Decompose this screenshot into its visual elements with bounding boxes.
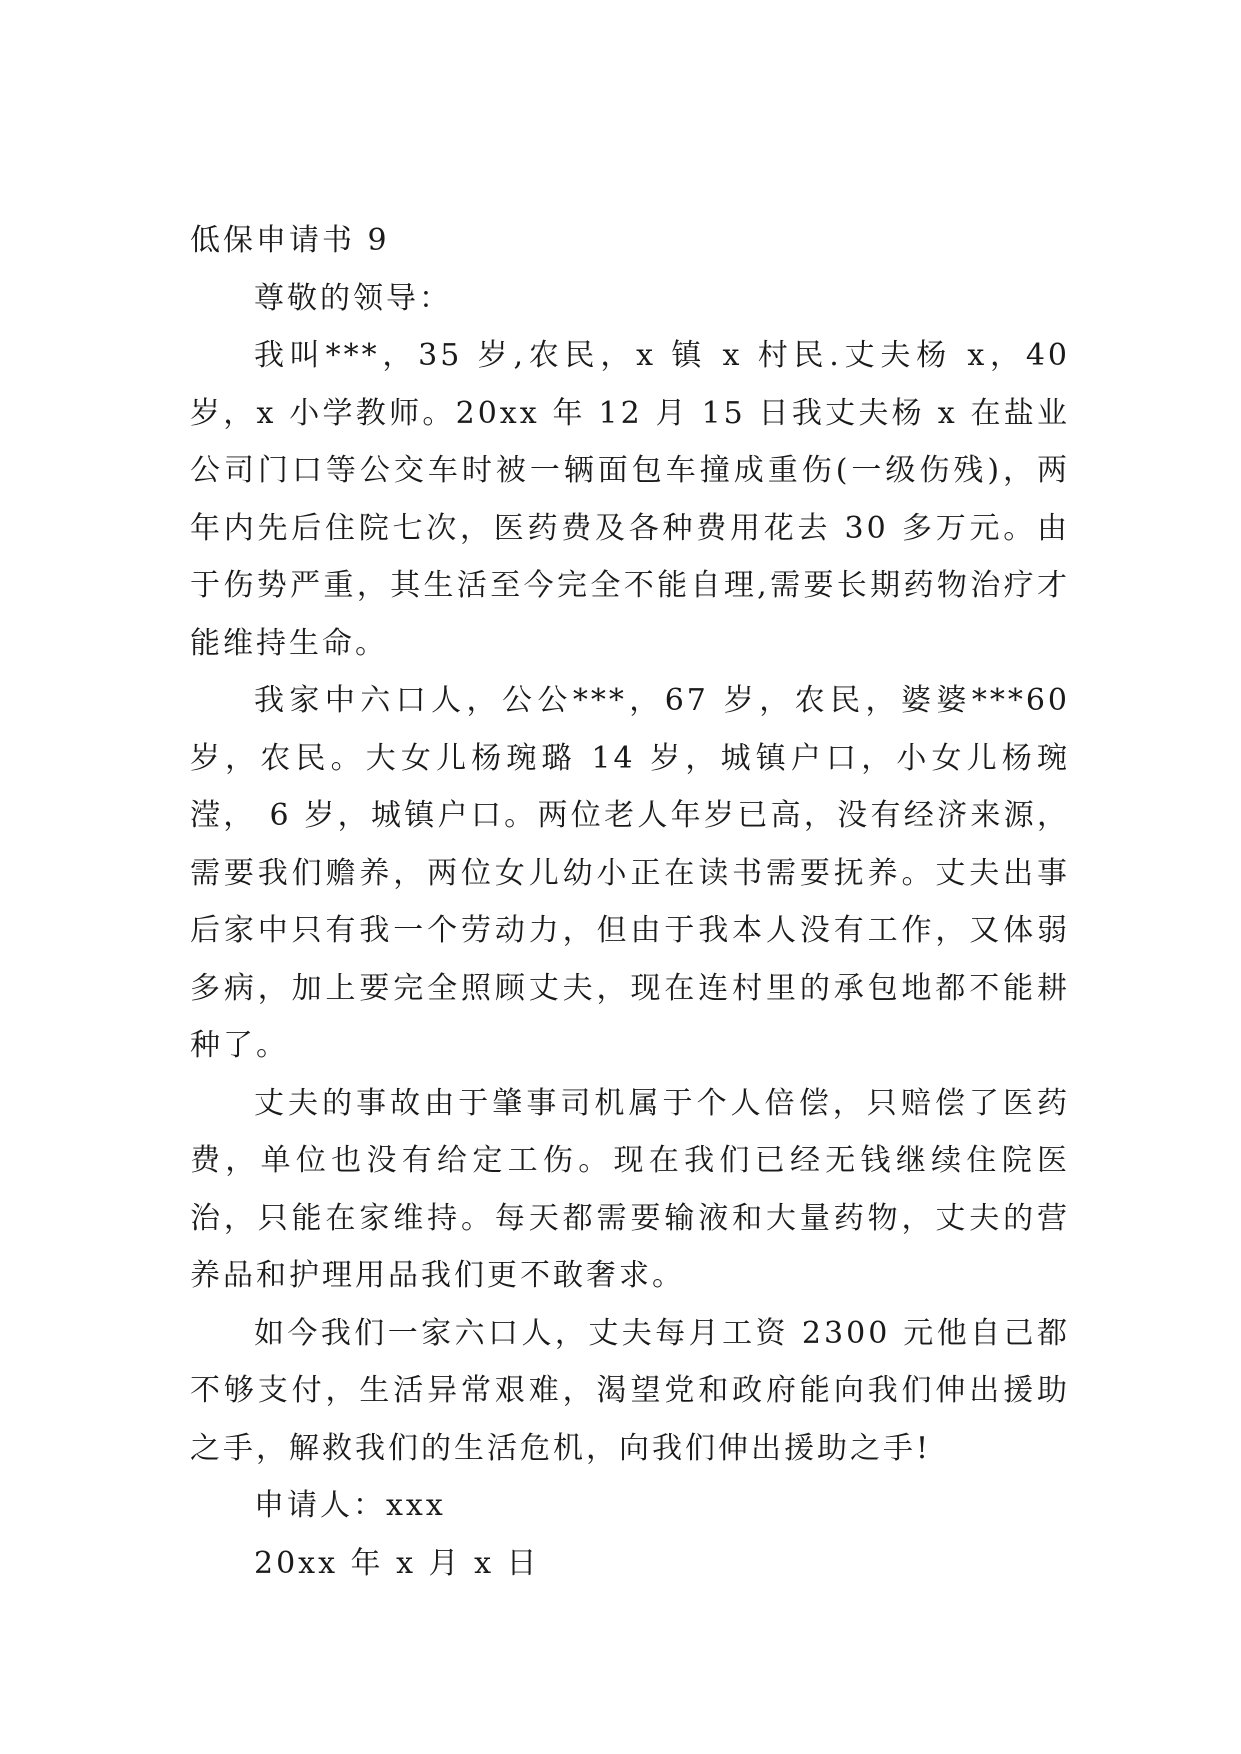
application-date: 20xx 年 x 月 x 日	[254, 1545, 540, 1581]
paragraph-request: 如今我们一家六口人，丈夫每月工资 2300 元他自己都不够支付，生活异常艰难，渴望党和政府能向我们伸出援助之手，解救我们的生活危机，向我们伸出援助之手!	[190, 1315, 1070, 1466]
document-title: 低保申请书 9	[190, 223, 390, 258]
paragraph-compensation: 丈夫的事故由于肇事司机属于个人倍偿，只赔偿了医药费，单位也没有给定工伤。现在我们已经无钱继续住院医治，只能在家维持。每天都需要输液和大量药物，丈夫的营养品和护理用品我们更不敢奢求。	[190, 1085, 1070, 1293]
applicant-signature: 申请人：xxx	[254, 1488, 446, 1523]
paragraph-injury: 我叫***，35 岁,农民，x 镇 x 村民.丈夫杨 x，40 岁，x 小学教师。20xx 年 12 月 15 日我丈夫杨 x 在盐业公司门口等公交车时被一辆面包车撞成重伤(一级伤残)，两年内先后住院七次，医药费及各种费用花去 30 多万元。由于伤势严重，其生活至今完全不能自理,需要长期药物治疗才能维持生命。	[190, 338, 1070, 661]
salutation: 尊敬的领导：	[254, 280, 452, 316]
document-body	[190, 212, 1070, 1592]
paragraph-family: 我家中六口人，公公***，67 岁，农民，婆婆***60 岁，农民。大女儿杨琬璐 14 岁，城镇户口，小女儿杨琬滢， 6 岁，城镇户口。两位老人年岁已高，没有经济来源，需要我们赡养，两位女儿幼小正在读书需要抚养。丈夫出事后家中只有我一个劳动力，但由于我本人没有工作，又体弱多病，加上要完全照顾丈夫，现在连村里的承包地都不能耕种了。	[190, 683, 1070, 1063]
